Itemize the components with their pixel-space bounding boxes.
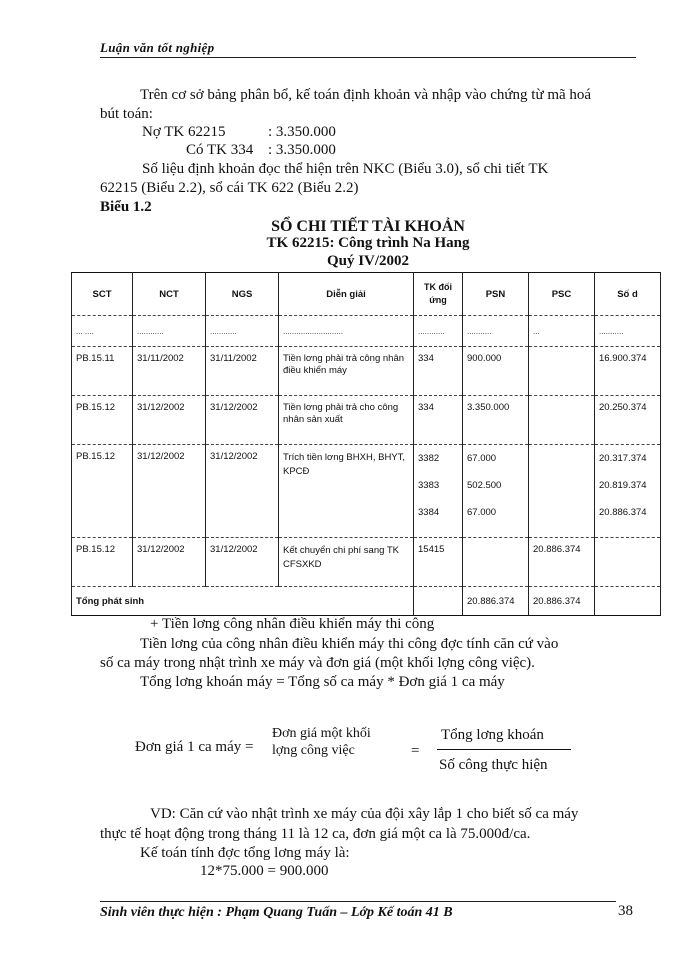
formula-mid-top: Đơn giá một khối <box>272 726 371 741</box>
psn-value: 502.500 <box>467 480 502 491</box>
table-row <box>72 396 661 445</box>
dots-cell: ........... <box>463 316 529 347</box>
col-header-psc: PSC <box>529 273 595 316</box>
sod-value: 20.886.374 <box>599 507 647 518</box>
example-calc: 12*75.000 = 900.000 <box>200 863 329 879</box>
exhibit-label: Biểu 1.2 <box>100 199 152 215</box>
credit-label: Có TK 334 <box>186 142 254 158</box>
table-row <box>72 445 661 538</box>
tk-value: 3383 <box>418 480 440 491</box>
cell-psn <box>463 538 529 587</box>
cell-nct: 31/12/2002 <box>133 538 206 587</box>
cell-desc: Trích tiền lơng BHXH, BHYT, KPCĐ <box>279 445 414 538</box>
cell-ngs: 31/11/2002 <box>206 347 279 396</box>
dots-cell: ... <box>529 316 595 347</box>
section-p1-a: Tiền lơng của công nhân điều khiển máy thi công đợc tính căn cứ vào <box>140 636 559 652</box>
cell-nct: 31/12/2002 <box>133 445 206 538</box>
intro-line-2: bút toán: <box>100 106 153 122</box>
cell-ngs: 31/12/2002 <box>206 445 279 538</box>
ledger-title: SỔ CHI TIẾT TÀI KHOẢN <box>271 218 465 235</box>
footer-rule <box>100 901 616 902</box>
cell-psc: 20.886.374 <box>529 538 595 587</box>
cell-psc <box>529 347 595 396</box>
section-heading: + Tiền lơng công nhân điều khiển máy thi công <box>150 616 435 632</box>
cell-psc <box>529 396 595 445</box>
sod-value: 20.819.374 <box>599 480 647 491</box>
cell-tk <box>414 445 463 538</box>
footer-author: Sinh viên thực hiện : Phạm Quang Tuấn – Lớp Kế toán 41 B <box>100 905 453 920</box>
credit-amount: : 3.350.000 <box>268 142 336 158</box>
table-row <box>72 347 661 396</box>
total-psn: 20.886.374 <box>463 587 529 616</box>
cell-ngs: 31/12/2002 <box>206 396 279 445</box>
cell-desc: Tiền lơng phải trả công nhân điều khiển máy <box>279 347 414 396</box>
example-line-3: Kế toán tính đợc tổng lơng máy là: <box>140 845 350 861</box>
cell-tk: 334 <box>414 396 463 445</box>
total-row <box>72 587 661 616</box>
cell-sod <box>595 445 661 538</box>
running-header: Luận văn tốt nghiệp <box>100 40 215 55</box>
section-p2: Tổng lơng khoán máy = Tổng số ca máy * Đơn giá 1 ca máy <box>140 674 505 690</box>
cell-sct: PB.15.11 <box>72 347 133 396</box>
example-line-1: VD: Căn cứ vào nhật trình xe máy của đội xây lắp 1 cho biết số ca máy <box>150 806 579 822</box>
cell-sod <box>595 538 661 587</box>
header-row <box>72 273 661 316</box>
col-header-ngs: NGS <box>206 273 279 316</box>
formula-lhs: Đơn giá 1 ca máy = <box>135 739 254 755</box>
cell-sct: PB.15.12 <box>72 538 133 587</box>
col-header-desc: Diễn giải <box>279 273 414 316</box>
ledger-period: Quý IV/2002 <box>326 253 410 269</box>
cell-sct: PB.15.12 <box>72 396 133 445</box>
intro-line-1: Trên cơ sở bảng phân bổ, kế toán định khoản và nhập vào chứng từ mã hoá <box>140 87 592 103</box>
cell-nct: 31/12/2002 <box>133 396 206 445</box>
sod-value: 20.317.374 <box>599 453 647 464</box>
formula-numerator: Tổng lơng khoán <box>441 727 544 743</box>
intro-line-4: 62215 (Biểu 2.2), sổ cái TK 622 (Biểu 2.2) <box>100 180 359 196</box>
psn-value: 67.000 <box>467 453 497 464</box>
total-sod <box>595 587 661 616</box>
col-header-sct: SCT <box>72 273 133 316</box>
col-header-sod: Số d <box>595 273 661 316</box>
tk-value: 3384 <box>418 507 440 518</box>
psn-value: 67.000 <box>467 507 497 518</box>
table-row <box>72 538 661 587</box>
cell-ngs: 31/12/2002 <box>206 538 279 587</box>
intro-line-3: Số liệu định khoản đọc thể hiện trên NKC (Biểu 3.0), sổ chi tiết TK <box>142 161 549 177</box>
dots-cell: ... .... <box>72 316 133 347</box>
col-header-nct: NCT <box>133 273 206 316</box>
total-tk <box>414 587 463 616</box>
section-p1-b: số ca máy trong nhật trình xe máy và đơn giá (một khối lợng công việc). <box>100 655 535 671</box>
fraction-bar <box>437 749 571 750</box>
formula-equals: = <box>411 743 420 759</box>
dots-cell: ............ <box>206 316 279 347</box>
cell-sod: 16.900.374 <box>595 347 661 396</box>
ledger-table <box>71 272 661 616</box>
ledger-subtitle: TK 62215: Công trình Na Hang <box>266 235 470 251</box>
dots-cell: ........... <box>595 316 661 347</box>
total-label: Tổng phát sinh <box>72 587 414 616</box>
cell-psc <box>529 445 595 538</box>
col-header-tk: TK đối ứng <box>414 273 463 316</box>
formula-denominator: Số công thực hiện <box>439 757 548 773</box>
cell-psn: 900.000 <box>463 347 529 396</box>
total-psc: 20.886.374 <box>529 587 595 616</box>
dots-row <box>72 316 661 347</box>
cell-sct: PB.15.12 <box>72 445 133 538</box>
cell-desc: Kết chuyển chi phí sang TK CFSXKD <box>279 538 414 587</box>
example-line-2: thực tế hoạt động trong tháng 11 là 12 ca, đơn giá một ca là 75.000đ/ca. <box>100 826 531 842</box>
tk-value: 3382 <box>418 453 440 464</box>
debit-label: Nợ TK 62215 <box>142 124 226 140</box>
dots-cell: ............ <box>133 316 206 347</box>
cell-tk: 334 <box>414 347 463 396</box>
cell-sod: 20.250.374 <box>595 396 661 445</box>
cell-desc: Tiền lơng phải trả cho công nhân sản xuất <box>279 396 414 445</box>
cell-tk: 15415 <box>414 538 463 587</box>
cell-nct: 31/11/2002 <box>133 347 206 396</box>
cell-psn: 3.350.000 <box>463 396 529 445</box>
dots-cell: ............ <box>414 316 463 347</box>
cell-psn <box>463 445 529 538</box>
formula-mid-bottom: lợng công việc <box>272 743 355 758</box>
page-number: 38 <box>618 903 633 919</box>
dots-cell: ........................... <box>279 316 414 347</box>
col-header-psn: PSN <box>463 273 529 316</box>
debit-amount: : 3.350.000 <box>268 124 336 140</box>
header-rule <box>100 57 636 58</box>
